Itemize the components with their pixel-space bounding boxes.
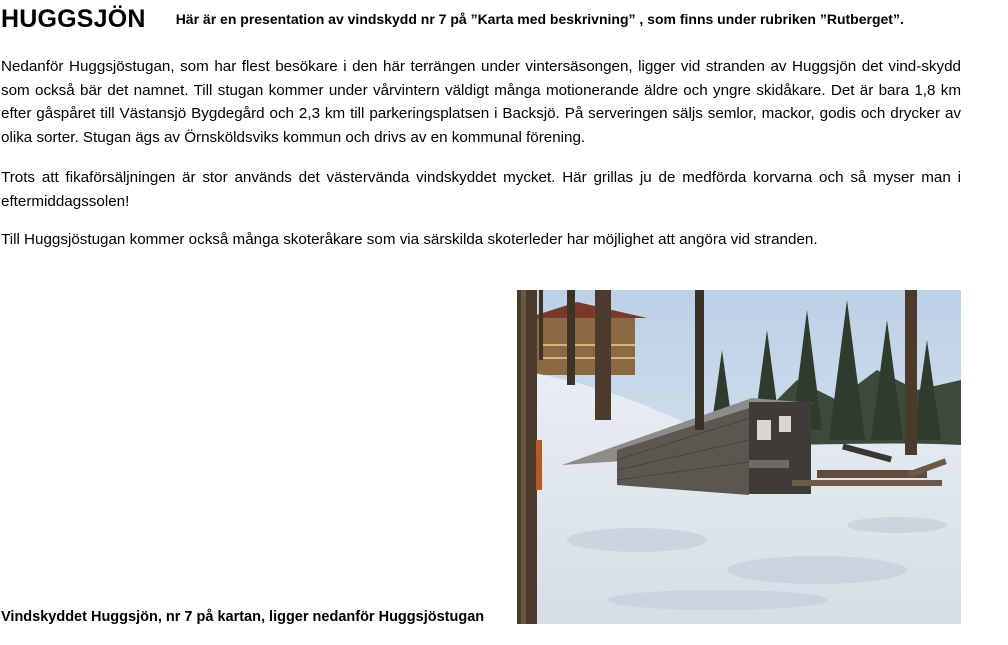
shelter-photo [517,290,961,624]
paragraph-snowmobile: Till Huggsjöstugan kommer också många skoteråkare som via särskilda skoterleder har möjlighet att angöra vid stranden. [1,231,818,248]
page-subtitle: Här är en presentation av vindskydd nr 7 på ”Karta med beskrivning” , som finns under rubriken ”Rutberget”. [175,11,904,27]
header [1,5,904,34]
paragraph-usage: Trots att fikaförsäljningen är stor används det västervända vindskyddet mycket. Här grillas ju de medförda korvarna och så myser man i eftermiddagssolen! [1,169,961,210]
page-title: HUGGSJÖN [1,5,146,33]
paragraph-intro: Nedanför Huggsjöstugan, som har flest besökare i den här terrängen under vintersäsongen, ligger vid stranden av Huggsjön det vind-skydd som också bär det namnet. Till stugan kommer under vårvintern väldigt många motionerande äldre och yngre skidåkare. Det är bara 1,8 km efter gåspåret till Västansjö Bygdegård och 2,3 km till parkeringsplatsen i Backsjö. På serveringen säljs semlor, mackor, godis och drycker av olika sorter. Stugan ägs av Örnsköldsviks kommun och drivs av en kommunal förening. [1,58,961,146]
figure-caption: Vindskyddet Huggsjön, nr 7 på kartan, ligger nedanför Huggsjöstugan [1,609,485,625]
